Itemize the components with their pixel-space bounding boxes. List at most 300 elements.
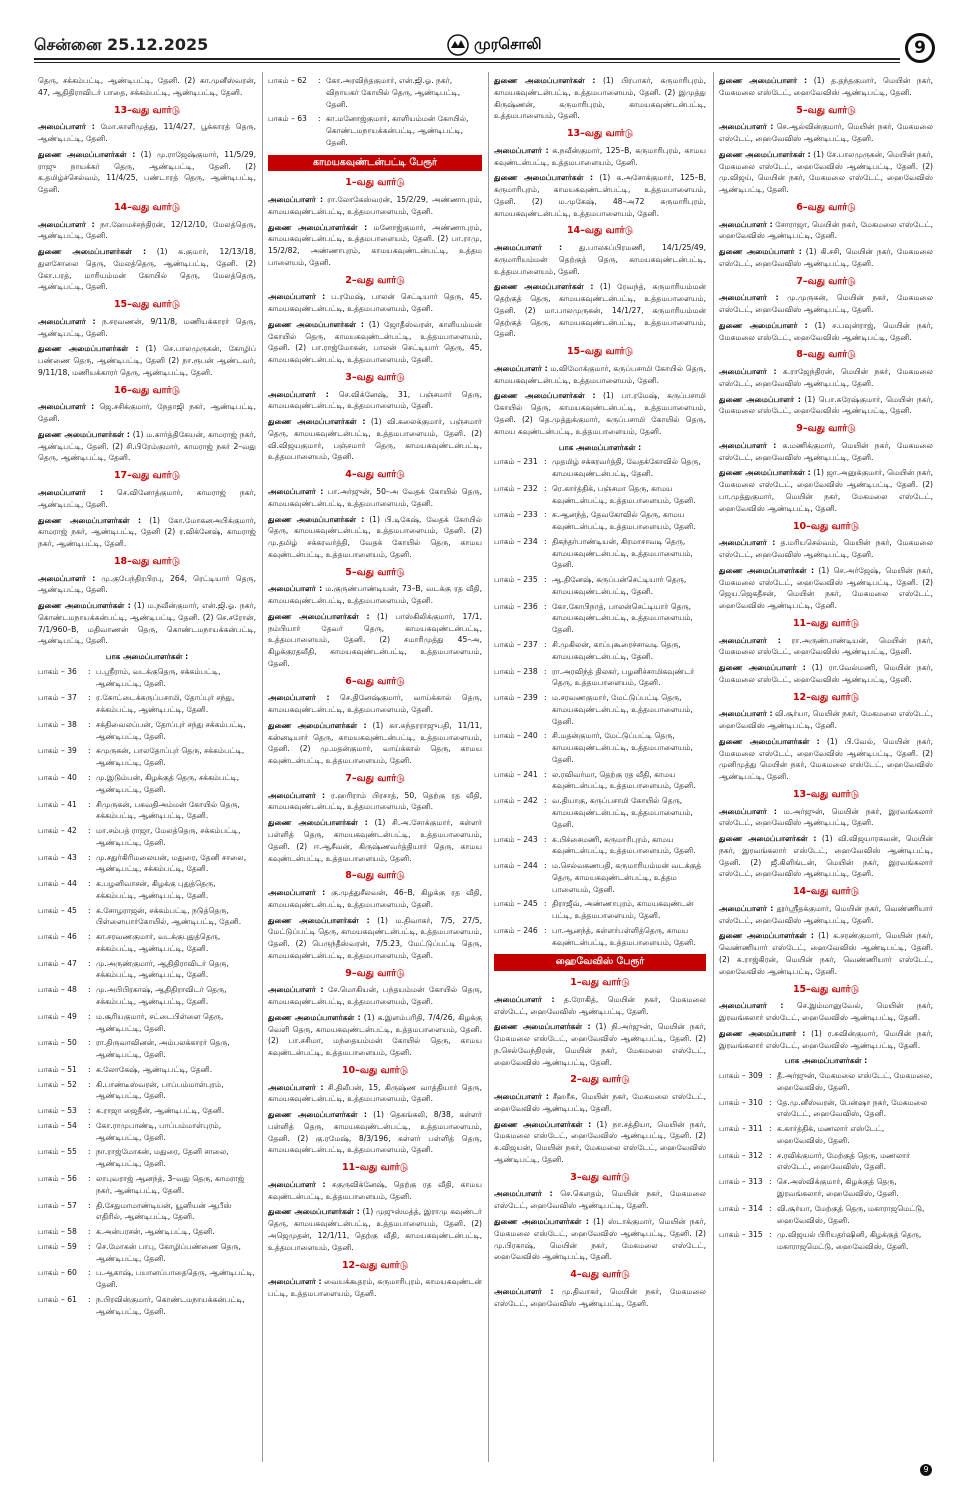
organizer-entry: அமைப்பாளர் : செ.விக்னேஷ், 31, பஞ்சமார் தெரு, காமயகவுண்டன்பட்டி, உத்தமபாளையம், தேனி. — [268, 389, 482, 411]
role-label: துணை அமைப்பாளர்கள் : — [268, 720, 367, 730]
organizer-entry: அமைப்பாளர் : சகுருவிக்னேஷ், தெற்கு ரத வீதி, காமய கவுண்டன்பட்டி, உத்தமபாளையம், தேனி. — [268, 1179, 482, 1201]
booth-row — [719, 1176, 933, 1200]
role-label: துணை அமைப்பாளர் : — [719, 247, 802, 257]
organizer-entry: அமைப்பாளர் : த.ரோகித், மெயின் நகர், மேகமலை எஸ்டேட், ஹைவேவிஸ் ஆண்டிபட்டி, தேனி. — [494, 994, 706, 1016]
booth-row — [494, 769, 706, 793]
deputy-organizers-entry: துணை அமைப்பாளர்கள் : (1) பா.ரமேஷ், கருப்பசாமி கோயில் தெரு, காமயகவுண்டன்பட்டி, உத்தமபாளையம், தேனி. (2) தெ.முத்துக்குமார், கருப்பசாமி கோயில் தெரு, காமய கவுண்டன்பட்டி, உத்தமபாளையம், தேனி. — [494, 391, 706, 436]
role-label: அமைப்பாளர் : — [719, 293, 779, 303]
role-label: அமைப்பாளர் : — [268, 1277, 322, 1287]
deputy-organizers-entry: துணை அமைப்பாளர்கள் : (1) ஸ்டாக்குமார், மெயின் நகர், மேகமலை எஸ்டேட், ஹைவேவிஸ் ஆண்டிபட்டி, தேனி. (2) மு.பிரகாஷ், மெயின் நகர், மேகமலை எஸ்டேட், ஹைவேவிஸ் ஆண்டிபட்டி, தேனி. — [494, 1216, 706, 1262]
town-banner: ஹைவேவிஸ் பேரூர் — [494, 954, 706, 971]
organizer-entry: அமைப்பாளர் : வி.சூர்யா, மெயின் நகர், மேகமலை எஸ்டேட், ஹைவேவிஸ் ஆண்டிபட்டி, தேனி. — [719, 709, 933, 731]
role-label: அமைப்பாளர் : — [268, 195, 324, 205]
role-label: அமைப்பாளர் : — [719, 806, 777, 816]
booth-colon: : — [88, 905, 91, 915]
role-label: துணை அமைப்பாளர்கள் : — [719, 468, 811, 478]
role-label: துணை அமைப்பாளர்கள் : — [38, 247, 146, 257]
role-label: அமைப்பாளர் : — [494, 994, 555, 1004]
booth-number: பாகம் – 240 — [494, 731, 538, 741]
booth-row — [494, 730, 706, 765]
ward-heading: 18–வது வார்டு — [113, 555, 181, 567]
booth-organizer: ப.ஆகாஷ், பயானப்பாதைதெரு, ஆண்டிபட்டி, தேனி. — [96, 1268, 255, 1290]
booth-number: பாகம் – 43 — [38, 852, 77, 862]
organizer-entry: அமைப்பாளர் : ந.சரவணன், 9/11/8, மணியக்காரர் தெரு, ஆண்டிபட்டி, தேனி. — [38, 316, 256, 338]
role-label: துணை அமைப்பாளர்கள் : — [268, 1012, 361, 1022]
booth-colon: : — [544, 536, 547, 546]
ward-heading: 6–வது வார்டு — [345, 675, 405, 687]
role-label: துணை அமைப்பாளர்கள் : — [38, 149, 136, 159]
ward-heading: 17–வது வார்டு — [113, 470, 181, 482]
booth-number: பாகம் – 57 — [38, 1200, 77, 1210]
deputy-organizers-entry: துணை அமைப்பாளர்கள் : (1) மு.ராஜேஷ்குமார், 11/5/29, ராஜு நாயக்கர் தெரு, ஆண்டிபட்டி, தேனி. (2) க.தமிழ்ச்செல்வம், 11/4/25, பண்டாரத் தெரு, ஆண்டிபட்டி, தேனி. — [38, 149, 256, 195]
deputy-organizers-entry: துணை அமைப்பாளர்கள் : (1) தெகங்கலி, 8/38, கள்ளர் பள்ளித் தெரு, காமயகவுண்டன்பட்டி, உத்தமபாளையம், தேனி. (2) கு.ரமேஷ், 8/3/196, கள்ளர் பள்ளித் தெரு, காமயகவுண்டன்பட்டி, உத்தமபாளையம், தேனி. — [268, 1110, 482, 1155]
booth-row — [38, 666, 256, 690]
booth-colon: : — [769, 1097, 772, 1107]
deputy-organizers-entry: துணை அமைப்பாளர்கள் : (1) பாஸ்கிலிக்குமார், 17/1, நம்பியார் தேவர் தெரு, காமயகவுண்டன்பட்டி, உத்தமபாளையம், தேனி. (2) சமாரிமுத்து 45–அ, கிழக்குரதவீதி, காமயகவுண்டன்பட்டி, உத்தமபாளையம், தேனி. — [268, 611, 482, 668]
role-label: துணை அமைப்பாளர்கள் : — [719, 149, 811, 159]
organizer-entry: அமைப்பாளர் : ரா.அருண்பாண்டியன், மெயின் நகர், மேகமலை எஸ்டேட், ஹைவேவிஸ் ஆண்டிபட்டி, தேனி. — [719, 635, 933, 657]
role-label: அமைப்பாளர் : — [268, 486, 324, 496]
booth-organizer: செ.அஸ்விக்குமார், கிழக்குத் தெரு, இரவங்கலார், ஹைவேவிஸ், தேனி. — [777, 1177, 899, 1198]
role-label: அமைப்பாளர் : — [719, 1001, 784, 1011]
role-label: அமைப்பாளர் : — [719, 440, 777, 450]
continued-entry: துணை அமைப்பாளர்கள் : (1) பிரபாகர், கருமாரிபுரம், காமயகவுண்டன்பட்டி, உத்தமபாளையம், தேனி. (2) இமுத்து கிருஷ்ணன், கருமாரிபுரம், காமயகவுண்டன்பட்டி, உத்தமபாளையம், தேனி. — [494, 76, 706, 121]
booth-colon: : — [88, 1120, 91, 1130]
organizer-entry: அமைப்பாளர் : க.மணிக்குமார், மெயின் நகர், மேகமலை எஸ்டேட், ஹைவேவிஸ் ஆண்டிபட்டி, தேனி. — [719, 440, 933, 462]
role-label: துணை அமைப்பாளர்கள் : — [38, 344, 139, 354]
deputy-organizers-entry: துணை அமைப்பாளர்கள் : (1) நா.சத்தியா, மெயின் நகர், மேகமலை எஸ்டேட், ஹைவேவிஸ் ஆண்டிபட்டி, தேனி. (2) சு.விஜயன், மெயின் நகர், மேகமலை எஸ்டேட், ஹைவேவிஸ் ஆண்டிபட்டி, தேனி. — [494, 1119, 706, 1164]
role-label: அமைப்பாளர் : — [38, 219, 95, 229]
role-label: அமைப்பாளர் : — [719, 122, 774, 132]
booth-colon: : — [544, 834, 547, 844]
booth-organizer: ரெ.கார்த்திக், பஞ்சமா தெரு, காமய கவுண்டன்பட்டி, உத்தமபாளையம், தேனி. — [552, 483, 696, 505]
ward-heading: 7–வது வார்டு — [345, 772, 405, 784]
booth-row — [38, 1267, 256, 1291]
deputy-organizers-entry: துணை அமைப்பாளர்கள் : (1) கோ.மோகனஅபிக்குமார், காமராஜ் நகர், ஆண்டிபட்டி, தேனி (2) ர.விக்னேஷ், காமராஜ் நகர், ஆண்டிபட்டி, தேனி. — [38, 515, 256, 549]
role-label: அமைப்பாளர் : — [719, 538, 776, 548]
role-label: அமைப்பாளர் : — [268, 693, 330, 703]
role-label: துணை அமைப்பாளர் : — [719, 1028, 806, 1038]
booth-colon: : — [544, 796, 547, 806]
booth-number: பாகம் – 242 — [494, 796, 538, 806]
booth-row — [268, 113, 482, 148]
organizer-entry: அமைப்பாளர் : க.ராஜேந்திரன், மெயின் நகர், மேகமலை எஸ்டேட், ஹைவேவிஸ் ஆண்டிபட்டி, தேனி. — [719, 367, 933, 388]
booth-row — [38, 1226, 256, 1238]
ward-heading: 14–வது வார்டு — [792, 886, 860, 898]
booth-number: பாகம் – 312 — [719, 1150, 763, 1160]
role-label: அமைப்பாளர் : — [268, 389, 329, 399]
role-label: அமைப்பாளர் : — [268, 292, 326, 302]
booth-number: பாகம் – 310 — [719, 1097, 763, 1107]
ward-heading: 5–வது வார்டு — [345, 566, 405, 578]
booth-colon: : — [88, 1011, 91, 1021]
organizer-entry: அமைப்பாளர் : கு.முத்துசீலவன், 46–B, கிழக்கு ரத வீதி, காமயகவுண்டன்பட்டி, உத்தமபாளையம், தேனி. — [268, 887, 482, 909]
booth-row — [38, 1200, 256, 1224]
role-label: அமைப்பாளர் : — [494, 1286, 554, 1296]
deputy-organizers-entry: துணை அமைப்பாளர்கள் : (1) வி.கலைக்குமார், பஞ்சமார் தெரு, காமயகவுண்டன்பட்டி, உத்தமபாளையம், தேனி. (2) வி.விஜயகுமார், பஞ்சமார் தெரு, காமயகவுண்டன்பட்டி, உத்தமபாளையம், தேனி. — [268, 417, 482, 462]
booth-colon: : — [88, 1227, 91, 1237]
ward-heading: 4–வது வார்டு — [570, 1269, 630, 1281]
booth-colon: : — [769, 1124, 772, 1134]
role-label: துணை அமைப்பாளர்கள் : — [494, 391, 596, 401]
booth-organizer: கா.மனோஜ்குமார், காளியம்மன் கோயில், கொண்டமநாயக்கன்பட்டி, ஆண்டிபட்டி, தேனி. — [326, 114, 469, 147]
role-label: அமைப்பாளர் : — [38, 487, 103, 497]
booth-organizer: க.கார்த்திக், மணலார் எஸ்டேட், ஹைவேவிஸ், தேனி. — [777, 1124, 885, 1145]
deputy-organizers-entry: துணை அமைப்பாளர்கள் : (1) ஜோதீஸ்வரன், காளியம்மன் கோயில் தெரு, காமயகவுண்டன்பட்டி, உத்தமபாளையம், தேனி. (2) பா.ராஜ்மோகன், பாலன் செட்டியார் தெரு, 45, காமயகவுண்டன்பட்டி, உத்தமபாளையம், தேனி. — [268, 319, 482, 365]
role-label: அமைப்பாளர் : — [268, 584, 323, 594]
booth-organizer: கோ.கோபிநாத், பாலன்செட்டியார் தெரு, காமயகவுண்டன்பட்டி, உத்தமபாளையம், தேனி. — [552, 601, 693, 635]
role-label: துணை அமைப்பாளர்கள் : — [268, 514, 365, 524]
booth-section-title: பாக அமைப்பாளர்கள் : — [105, 652, 189, 662]
organizer-entry: அமைப்பாளர் : செ.வினோத்குமார், காமராஜ் நகர், ஆண்டிபட்டி, தேனி. — [38, 487, 256, 509]
booth-organizer: க.லோகேஷ், ஆண்டிபட்டி, தேனி. — [96, 1064, 213, 1074]
role-label: துணை அமைப்பாளர்கள் : — [268, 1207, 360, 1217]
ward-heading: 14–வது வார்டு — [113, 201, 181, 213]
booth-number: பாகம் – 51 — [38, 1064, 77, 1074]
column-2 — [268, 75, 482, 1465]
booth-number: பாகம் – 315 — [719, 1230, 763, 1240]
deputy-organizers-entry: துணை அமைப்பாளர்கள் : (1) பி.டிகேஷ், வேதக் கோயில் தெரு, காமயகவுண்டன்பட்டி, உத்தமபாளையம், தேனி. (2) மு.தமிழ் சக்கரவர்த்தி, வேதக் கோயில் தெரு, காமய கவுண்டன்பட்டி, உத்தமபாளையம், தேனி. — [268, 514, 482, 559]
deputy-organizers-entry: துணை அமைப்பாளர்கள் : (1) சே.பாலமுருகன், மெயின் நகர், மேகமலை எஸ்டேட், ஹைவேவிஸ் ஆண்டிபட்டி, தேனி. (2) மு.விஜய், மெயின் நகர், மேகமலை எஸ்டேட், ஹைவேவிஸ் ஆண்டிபட்டி, தேனி. — [719, 149, 933, 195]
role-label: அமைப்பாளர் : — [494, 363, 548, 373]
column-1 — [38, 75, 256, 1465]
booth-row — [494, 639, 706, 663]
booth-organizer: ல.ரவிவர்மா, தெற்கு ரத வீதி, காமய கவுண்டன்பட்டி, உத்தமபாளையம், தேனி. — [552, 769, 696, 791]
role-label: துணை அமைப்பாளர்கள் : — [719, 736, 820, 746]
booth-number: பாகம் – 54 — [38, 1120, 77, 1130]
booth-row — [494, 834, 706, 858]
booth-row — [719, 1229, 933, 1253]
booth-row — [38, 1011, 256, 1035]
booth-colon: : — [88, 879, 91, 889]
booth-organizer: ப.ஸ்ரீராம், வடக்குதெரு, சக்கம்பட்டி, ஆண்டிபட்டி, தேனி. — [96, 666, 221, 688]
booth-row — [494, 666, 706, 690]
ward-heading: 5–வது வார்டு — [796, 104, 856, 116]
booth-row — [494, 860, 706, 895]
booth-row — [494, 898, 706, 922]
booth-organizer: மு.விஜயல் பிரியதர்ஷினி, கிழக்குத் தெரு, மகாராஜமெட்டு, ஹைவேவிஸ், தேனி. — [777, 1230, 922, 1252]
role-label: அமைப்பாளர் : — [268, 1179, 326, 1189]
booth-row — [268, 75, 482, 110]
organizer-entry: அமைப்பாளர் : தூர்ஸ்ரீதக்குமார், மெயின் நகர், வெண்ணியார் எஸ்டேட், ஹைவேவிஸ் ஆண்டிபட்டி, தேனி. — [719, 903, 933, 925]
booth-number: பாகம் – 46 — [38, 932, 77, 942]
booth-row — [494, 456, 706, 480]
role-label: துணை அமைப்பாளர்கள் : — [719, 834, 817, 844]
role-label: துணை அமைப்பாளர்கள் : — [268, 222, 368, 232]
booth-colon: : — [88, 1064, 91, 1074]
booth-number: பாகம் – 50 — [38, 1038, 77, 1048]
deputy-organizers-entry: துணை அமைப்பாளர்கள் : (1) முஜுஸ்மத்த், இராமு கவுண்டர் தெரு, காமயகவுண்டன்பட்டி, உத்தமபாளையம், தேனி. (2) அஜெமுதன், 12/1/11, தெற்கு வீதி, காமயகவுண்டன்பட்டி, உத்தமபாளையம், தேனி. — [268, 1207, 482, 1252]
role-label: அமைப்பாளர் : — [38, 573, 96, 583]
booth-section-title: பாக அமைப்பாளர்கள் : — [558, 442, 642, 452]
role-label: துணை அமைப்பாளர் : — [719, 76, 808, 85]
role-label: அமைப்பாளர் : — [719, 219, 773, 229]
booth-row — [38, 878, 256, 902]
role-label: துணை அமைப்பாளர்கள் : — [719, 931, 814, 941]
organizer-entry: அமைப்பாளர் : ம.அர்ஜுன், மெயின் நகர், இரவங்கலார் எஸ்டேட், ஹைவேவிஸ் ஆண்டிபட்டி, தேனி. — [719, 806, 933, 828]
booth-organizer: மு.சதுர்கிரிமலையன், மதுரை, தேனி சாலை, ஆண்டிபட்டி, சக்கம்பட்டி, தேனி. — [96, 852, 247, 874]
booth-organizer: க.சோழராஜன், சக்கம்பட்டி, நடுத்தெரு, பிள்ளையார்கோயில், ஆண்டிபட்டி, தேனி. — [96, 905, 242, 927]
organizer-entry: அமைப்பாளர் : சே.மொகியன், பந்தயம்மன் கோயில் தெரு, காமயகவுண்டன்பட்டி, உத்தமபாளையம், தேனி. — [268, 985, 482, 1007]
booth-number: பாகம் – 234 — [494, 536, 538, 546]
role-label: துணை அமைப்பாளர்கள் : — [494, 282, 594, 292]
ward-heading: 3–வது வார்டு — [345, 371, 405, 383]
booth-colon: : — [88, 719, 91, 729]
booth-colon: : — [544, 925, 547, 935]
booth-colon: : — [88, 799, 91, 809]
booth-colon: : — [544, 769, 547, 779]
organizer-entry: அமைப்பாளர் : பா.அர்ஜுன், 50–அ வேதக் கோயில் தெரு, காமயகவுண்டன்பட்டி, உத்தமபாளையம், தேனி. — [268, 486, 482, 508]
role-label: அமைப்பாளர் : — [719, 903, 774, 913]
booth-colon: : — [88, 773, 91, 782]
deputy-organizers-entry: துணை அமைப்பாளர்கள் : (1) ம.கார்த்திகேயன், காமராஜ் நகர், ஆண்டிபட்டி, தேனி. (2) சி.பிரேம்குமார், காமராஜ் நகர் 2–வது தெரு, ஆண்டிபட்டி, தேனி. — [38, 429, 256, 463]
booth-organizer: ஆ.தினேஷ், கருப்பன்செட்டியார் தெரு, காமயகவுண்டன்பட்டி, தேனி. — [552, 575, 687, 596]
booth-organizer: சு.ஆனந்த், தேவகோவில் தெரு, காமய கவுண்டன்பட்டி, உத்தமபாளையம், தேனி. — [552, 510, 696, 532]
booth-organizer: பா.ஆனந்த், கள்ளர்பள்ளித்தெரு, காமய கவுண்டன்பட்டி, உத்தமபாளையம், தேனி. — [552, 925, 696, 947]
booth-number: பாகம் – 244 — [494, 861, 538, 871]
booth-number: பாகம் – 39 — [38, 746, 77, 756]
booth-row — [38, 958, 256, 982]
deputy-organizers-entry: துணை அமைப்பாளர் : (1) ரா.வேல்மணி, மெயின் நகர், மேகமலை எஸ்டேட், ஹைவேவிஸ் ஆண்டிபட்டி, தேனி. — [719, 663, 933, 684]
deputy-organizers-entry: துணை அமைப்பாளர்கள் : (1) க.அசோக்குமார், 125–B, கருமாரிபுரம், காமயகவுண்டன்பட்டி, உத்தமபாளையம், தேனி. (2) ம.முகேஷ், 48–அ72 கருமாரிபுரம், காமயகவுண்டன்பட்டி, உத்தமபாளையம், தேனி. — [494, 173, 706, 218]
booth-organizer: திகந்தர்பாண்டியன், கிரமாசாவடி தெரு, காமயகவுண்டன்பட்டி, உத்தமபாளையம், தேனி. — [552, 536, 693, 570]
organizer-entry: அமைப்பாளர் : ரா.லோகேஸ்வரன், 15/2/29, அண்ணாபுரம், காமயகவுண்டன்பட்டி, உத்தமபாளையம், தேனி. — [268, 195, 482, 216]
deputy-organizers-entry: துணை அமைப்பாளர்கள் : (1) க.இளம்பரிதி, 7/4/26, கிழக்கு வெளி தெரு, காமயகவுண்டன்பட்டி, உத்தமபாளையம், தேனி. (2) பா.சசிமா, மந்தையம்மன் கோயில் தெரு, காமய கவுண்டன்பட்டி, உத்தமபாளையம், தேனி. — [268, 1012, 482, 1058]
page-number-badge: 9 — [905, 33, 935, 63]
organizer-entry: அமைப்பாளர் : செ.கௌதம், மெயின் நகர், மேகமலை எஸ்டேட், ஹைவேவிஸ் ஆண்டிபட்டி, தேனி. — [494, 1189, 706, 1211]
ward-heading: 15–வது வார்டு — [113, 299, 181, 311]
booth-number: பாகம் – 241 — [494, 769, 538, 779]
booth-row — [38, 1105, 256, 1117]
booth-colon: : — [544, 861, 547, 871]
booth-row — [38, 1241, 256, 1265]
role-label: துணை அமைப்பாளர்கள் : — [268, 319, 364, 329]
booth-row — [38, 745, 256, 769]
booth-organizer: ரா.திருவாவினன், அம்பலக்காரர் தெரு, ஆண்டிபட்டி, தேனி. — [96, 1038, 230, 1060]
role-label: அமைப்பாளர் : — [494, 243, 563, 253]
organizer-entry: அமைப்பாளர் : நா.ஹேமச்சந்திரன், 12/12/10, மேலத்தெரு, ஆண்டிபட்டி, தேனி. — [38, 219, 256, 241]
booth-organizer: வ.தியாகு, கருப்பசாமி கோயில் தெரு, காமயகவுண்டன்பட்டி, உத்தமபாளையம், தேனி. — [552, 796, 693, 829]
booth-number: பாகம் – 235 — [494, 575, 538, 585]
booth-organizer: க.அன்பரசன், ஆண்டிபட்டி, தேனி. — [96, 1227, 215, 1237]
ward-heading: 1–வது வார்டு — [345, 177, 405, 189]
booth-row — [38, 1294, 256, 1318]
column-3 — [494, 75, 706, 1465]
organizer-entry: அமைப்பாளர் : மு.முருகன், மெயின் நகர், மேகமலை எஸ்டேட், ஹைவேவிஸ் ஆண்டிபட்டி, தேனி. — [719, 293, 933, 315]
role-label: துணை அமைப்பாளர்கள் : — [268, 1110, 367, 1120]
role-label: அமைப்பாளர் : — [38, 122, 95, 132]
ward-heading: 15–வது வார்டு — [792, 983, 860, 995]
deputy-organizers-entry: துணை அமைப்பாளர்கள் : (1) கா.சுந்தரராஜுபதி, 11/11, கன்னடியார் தெரு, காமயகவுண்டன்பட்டி, உத்தமபாளையம், தேனி. (2) மு.மதன்குமார், வாய்க்கால் தெரு, காமய கவுண்டன்பட்டி, உத்தமபாளையம், தேனி. — [268, 720, 482, 766]
continued-entry: துணை அமைப்பாளர் : (1) த.தந்தகுமார், மெயின் நகர், மேகமலை எஸ்டேட், ஹைவேவிஸ் ஆண்டிபட்டி, தேனி. — [719, 76, 933, 97]
role-label: அமைப்பாளர் : — [719, 635, 781, 645]
booth-number: பாகம் – 311 — [719, 1124, 763, 1134]
organizer-entry: அமைப்பாளர் : சி.திலீபன், 15, கிருஷ்ண வாத்தியார் தெரு, காமயகவுண்டன்பட்டி, உத்தமபாளையம், தேனி. — [268, 1082, 482, 1104]
booth-row — [494, 795, 706, 830]
booth-number: பாகம் – 40 — [38, 773, 77, 782]
role-label: துணை அமைப்பாளர்கள் : — [494, 1119, 592, 1129]
deputy-organizers-entry: துணை அமைப்பாளர்கள் : (1) ம.நவீன்குமார், என்.ஜி.ஓ. நகர், கொண்டமநாயக்கன்பட்டி, ஆண்டிபட்டி, தேனி. (2) செ.சரோன், 7/1/960–B, மதிவாணன் தெரு, கொண்டமநாயக்கன்பட்டி, ஆண்டிபட்டி, தேனி. — [38, 601, 256, 646]
role-label: துணை அமைப்பாளர்கள் : — [38, 429, 130, 439]
header-rule-thin — [34, 62, 900, 63]
organizer-entry: அமைப்பாளர் : செ.இம்மானுவேல், மெயின் நகர், இரவங்கலார் எஸ்டேட், ஹைவேவிஸ் ஆண்டிபட்டி, தேனி. — [719, 1001, 933, 1023]
booth-organizer: மு.இடும்பன், கிழக்குத் தெரு, சக்கம்பட்டி, ஆண்டிபட்டி, தேனி. — [96, 773, 240, 794]
deputy-organizers-entry: துணை அமைப்பாளர் : (1) கி.சசி, மெயின் நகர், மேகமலை எஸ்டேட், ஹைவேவிஸ் ஆண்டிபட்டி, தேனி. — [719, 247, 933, 268]
role-label: அமைப்பாளர் : — [268, 985, 324, 995]
deputy-organizers-entry: துணை அமைப்பாளர்கள் : (1) செ.பாலமுருகன், கோழிப் பண்ணை தெரு, ஆண்டிபட்டி, தேனி (2) நா.ரூபன் ஆண்டவர், 9/11/18, மணியக்காரர் தெரு, ஆண்டிபட்டி, தேனி. — [38, 344, 256, 377]
ward-heading: 14–வது வார்டு — [566, 225, 634, 237]
booth-organizer: மு.அபிபிரகாஷ், ஆதிதிராவிடர் தெரு, சக்கம்பட்டி, ஆண்டிபட்டி, தேனி. — [96, 985, 227, 1007]
role-label: அமைப்பாளர் : — [268, 887, 326, 897]
booth-organizer: ந.பிரவின்குமார், கொண்டமநாயக்கன்பட்டி, ஆண்டிபட்டி, தேனி. — [96, 1294, 245, 1316]
booth-number: பாகம் – 60 — [38, 1268, 77, 1278]
booth-number: பாகம் – 309 — [719, 1071, 763, 1081]
booth-number: பாகம் – 231 — [494, 457, 538, 467]
booth-colon: : — [769, 1071, 772, 1081]
booth-row — [38, 1120, 256, 1144]
booth-row — [719, 1123, 933, 1147]
organizer-entry: அமைப்பாளர் : த.மரியசெல்வம், மெயின் நகர், மேகமலை எஸ்டேட், ஹைவேவிஸ் ஆண்டிபட்டி, தேனி. — [719, 538, 933, 559]
booth-organizer: கோ.ராமுபாண்டி, பாப்பம்மாள்புரம், ஆண்டிபட்டி, தேனி. — [96, 1120, 222, 1142]
booth-row — [38, 1064, 256, 1076]
booth-row — [719, 1070, 933, 1094]
booth-colon: : — [88, 746, 91, 756]
booth-colon: : — [544, 575, 547, 585]
booth-row — [38, 719, 256, 743]
booth-row — [494, 536, 706, 571]
role-label: துணை அமைப்பாளர்கள் : — [494, 76, 596, 85]
role-label: துணை அமைப்பாளர்கள் : — [719, 565, 815, 575]
role-label: துணை அமைப்பாளர்கள் : — [38, 601, 131, 611]
booth-row — [494, 483, 706, 507]
booth-colon: : — [88, 1147, 91, 1157]
organizer-entry: அமைப்பாளர் : வையக்கூதரம், கருமாரிபுரம், காமயகவுண்டன் பட்டி, உத்தமபாளையம், தேனி. — [268, 1277, 482, 1298]
booth-colon: : — [88, 1241, 91, 1251]
ward-heading: 11–வது வார்டு — [792, 617, 860, 629]
booth-number: பாகம் – 52 — [38, 1079, 77, 1089]
booth-colon: : — [88, 666, 91, 676]
deputy-organizers-entry: துணை அமைப்பாளர்கள் : மனோஜ்குமார், அண்ணாபுரம், காமயகவுண்டன்பட்டி, உத்தமபாளையம், தேனி. (2) பா.ராமு, 15/2/82, அண்ணாபுரம், காமயகவுண்டன்பட்டி, உத்தம பாளையம், தேனி. — [268, 222, 482, 267]
organizer-entry: அமைப்பாளர் : ஜெ.சசிக்குமார், நேதாஜி நகர், ஆண்டிபட்டி, தேனி. — [38, 402, 256, 424]
booth-number: பாகம் – 44 — [38, 879, 77, 889]
booth-row — [38, 692, 256, 716]
booth-organizer: சி.முகிலன், காப்புகூரைச்சாவடி தெரு, காமயகவுண்டன்பட்டி, தேனி. — [552, 640, 681, 661]
ward-heading: 12–வது வார்டு — [792, 691, 860, 703]
booth-number: பாகம் – 237 — [494, 640, 538, 650]
booth-organizer: தீ.அர்ஜுன், மேகமலை எஸ்டேட், மேகமலை, ஹைவேவிஸ், தேனி. — [777, 1071, 933, 1092]
booth-row — [38, 1037, 256, 1061]
booth-colon: : — [88, 985, 91, 995]
role-label: துணை அமைப்பாளர் : — [719, 320, 808, 330]
header-rule — [34, 58, 900, 60]
booth-number: பாகம் – 314 — [719, 1203, 763, 1213]
organizer-entry: அமைப்பாளர் : க.நவீன்குமார், 125–B, கருமாரிபுரம், காமய கவுண்டன்பட்டி, உத்தமபாளையம், தேனி. — [494, 145, 706, 167]
deputy-organizers-entry: துணை அமைப்பாளர்கள் : (1) வி.விஜயாரகவன், மெயின் நகர், இரவங்கலார் எஸ்டேட், ஹைவேவிஸ் ஆண்டிபட்டி, தேனி. (2) ஜீ.கிளிங்டன், மெயின் நகர், இரவங்கலார் எஸ்டேட், ஹைவேவிஸ் ஆண்டிபட்டி, தேனி. — [719, 834, 933, 879]
ward-heading: 1–வது வார்டு — [570, 977, 630, 989]
booth-number: பாகம் – 236 — [494, 601, 538, 611]
ward-heading: 8–வது வார்டு — [345, 870, 405, 882]
booth-colon: : — [88, 932, 91, 942]
booth-colon: : — [544, 899, 547, 909]
organizer-entry: அமைப்பாளர் : மோ.காளிமுத்து, 11/4/27, பூக்காரத் தெரு, ஆண்டிபட்டி, தேனி. — [38, 122, 256, 144]
organizer-entry: அமைப்பாளர் : செ.தினேஷ்குமார், வாய்க்கால் தெரு, காமயகவுண்டன்பட்டி, உத்தமபாளையம், தேனி. — [268, 693, 482, 715]
ward-heading: 4–வது வார்டு — [345, 469, 405, 481]
ward-heading: 13–வது வார்டு — [566, 128, 634, 140]
town-banner: காமயகவுண்டன்பட்டி பேரூர் — [268, 155, 482, 172]
ward-heading: 7–வது வார்டு — [796, 275, 856, 287]
organizer-entry: அமைப்பாளர் : து.பாலசுப்பிரமணி, 14/1/25/49, கருமாரியம்மன் தெற்குத் தெரு, காமயகவுண்டன்பட்டி, உத்தமபாளையம், தேனி. — [494, 243, 706, 276]
role-label: துணை அமைப்பாளர்கள் : — [268, 611, 370, 621]
booth-colon: : — [88, 1079, 91, 1089]
role-label: துணை அமைப்பாளர்கள் : — [38, 515, 141, 525]
booth-colon: : — [769, 1203, 772, 1213]
booth-colon: : — [88, 1038, 91, 1048]
booth-row — [719, 1203, 933, 1227]
booth-organizer: ம.சூரியகுமார், சட்டைபிள்ளை தெரு, ஆண்டிபட்டி, தேனி. — [96, 1011, 224, 1033]
role-label: துணை அமைப்பாளர்கள் : — [494, 1022, 591, 1032]
booth-organizer: லாபுவராஜ் ஆனந்த், 3–வது தெரு, காமராஜ் நகர், ஆண்டிபட்டி, தேனி. — [96, 1173, 245, 1195]
booth-organizer: தி.சேதுமாமாண்டியன், யூனியன் ஆபீஸ் எதிரில், ஆண்டிபட்டி, தேனி. — [96, 1200, 232, 1222]
booth-number: பாகம் – 53 — [38, 1106, 77, 1116]
deputy-organizers-entry: துணை அமைப்பாளர்கள் : (1) ஜா.அனுக்குமார், மெயின் நகர், மேகமலை எஸ்டேட், ஹைவேவிஸ் ஆண்டிபட்டி, தேனி. (2) பா.முத்துகுமார், மெயின் நகர், மேகமலை எஸ்டேட், ஹைவேவிஸ் ஆண்டிபட்டி, தேனி. — [719, 468, 933, 513]
booth-number: பாகம் – 58 — [38, 1227, 77, 1237]
booth-row — [38, 825, 256, 849]
ward-heading: 6–வது வார்டு — [796, 201, 856, 213]
booth-colon: : — [88, 826, 91, 836]
booth-row — [38, 931, 256, 955]
booth-row — [494, 574, 706, 598]
role-label: அமைப்பாளர் : — [494, 145, 549, 155]
role-label: அமைப்பாளர் : — [719, 367, 777, 377]
booth-colon: : — [88, 1294, 91, 1304]
role-label: துணை அமைப்பாளர் : — [719, 663, 806, 673]
column-divider — [713, 72, 714, 1462]
organizer-entry: அமைப்பாளர் : ர.ஹரிராம் பிரசாத், 50, தெற்கு ரத வீதி, காமயகவுண்டன்பட்டி, உத்தமபாளையம், தேனி. — [268, 790, 482, 812]
deputy-organizers-entry: துணை அமைப்பாளர்கள் : (1) நி.அர்ஜுன், மெயின் நகர், மேகமலை எஸ்டேட், ஹைவேவிஸ் ஆண்டிபட்டி, தேனி. (2) ந.செல்வேந்திரன், மெயின் நகர், மேகமலை எஸ்டேட், ஹைவேவிஸ் ஆண்டிபட்டி, தேனி. — [494, 1022, 706, 1067]
booth-colon: : — [88, 693, 91, 703]
booth-organizer: கோ.அரவிந்தகுமார், என்.ஜி.ஓ. நகர், விநாயகர் கோயில் தெரு, ஆண்டிபட்டி, தேனி. — [326, 76, 461, 109]
column-divider — [262, 72, 263, 1462]
ward-heading: 13–வது வார்டு — [792, 788, 860, 800]
booth-organizer: ம.சரவணகுமார், மேட்டுப்பட்டி தெரு, காமயகவுண்டன்பட்டி, உத்தமபாளையம், தேனி. — [552, 693, 693, 726]
role-label: துணை அமைப்பாளர்கள் : — [268, 417, 366, 427]
booth-organizer: சுமுருகன், பாலதோப்புர் தெரு, சக்கம்பட்டி, ஆண்டிபட்டி, தேனி. — [96, 746, 245, 768]
role-label: அமைப்பாளர் : — [268, 790, 326, 800]
booth-row — [494, 925, 706, 949]
booth-number: பாகம் – 36 — [38, 666, 77, 676]
booth-number: பாகம் – 245 — [494, 899, 538, 909]
booth-organizer: கா.சரவணகுமார், வடக்குபுதுத்தெரு, சக்கம்பட்டி, ஆண்டிபட்டி, தேனி. — [96, 932, 221, 953]
organizer-entry: அமைப்பாளர் : ம.விமோக்குமார், கருப்பசாமி கோயில் தெரு, காமயகவுண்டன்பட்டி, உத்தமபாளையம், தேனி. — [494, 363, 706, 385]
role-label: அமைப்பாளர் : — [38, 316, 96, 326]
deputy-organizers-entry: துணை அமைப்பாளர் : (1) பொ.சுரேஷ்குமார், மெயின் நகர், மேகமலை எஸ்டேட், ஹைவேவிஸ் ஆண்டிபட்டி, தேனி. — [719, 394, 933, 416]
ward-heading: 10–வது வார்டு — [341, 1064, 409, 1076]
booth-number: பாகம் – 232 — [494, 483, 538, 493]
deputy-organizers-entry: துணை அமைப்பாளர்கள் : (1) க.சரண்குமார், மெயின் நகர், வெண்ணியார் எஸ்டேட், ஹைவேவிஸ் ஆண்டிபட்டி, தேனி. (2) சு.ராஜ்கிரன், மெயின் நகர், வெண்ணியார் எஸ்டேட், ஹைவேவிஸ் ஆண்டிபட்டி, தேனி. — [719, 931, 933, 976]
booth-row — [38, 1146, 256, 1170]
booth-organizer: சக்திவைலப்பன், தோப்புர் சந்து சக்கம்பட்டி, ஆண்டிபட்டி, தேனி. — [96, 719, 246, 741]
organizer-entry: அமைப்பாளர் : ம.குருண்பாண்டியன், 73–B, வடக்கு ரத வீதி, காமயகவுண்டன்பட்டி, உத்தமபாளையம், தேனி. — [268, 584, 482, 606]
newspaper-title: முரசொலி — [474, 35, 542, 53]
booth-organizer: மா.சம்பத் ராஜா, மேலத்தெரு, சக்கம்பட்டி, ஆண்டிபட்டி, தேனி. — [96, 826, 241, 847]
role-label: துணை அமைப்பாளர்கள் : — [494, 1216, 589, 1226]
booth-organizer: சு.பிச்சைமணி, கருமாரிபுரம், காமய கவுண்டன்பட்டி, உத்தமபாளையம், தேனி. — [552, 834, 696, 856]
booth-row — [494, 601, 706, 636]
role-label: அமைப்பாளர் : — [268, 1082, 324, 1092]
booth-colon: : — [88, 958, 91, 968]
booth-colon: : — [88, 1200, 91, 1210]
booth-row — [494, 509, 706, 533]
